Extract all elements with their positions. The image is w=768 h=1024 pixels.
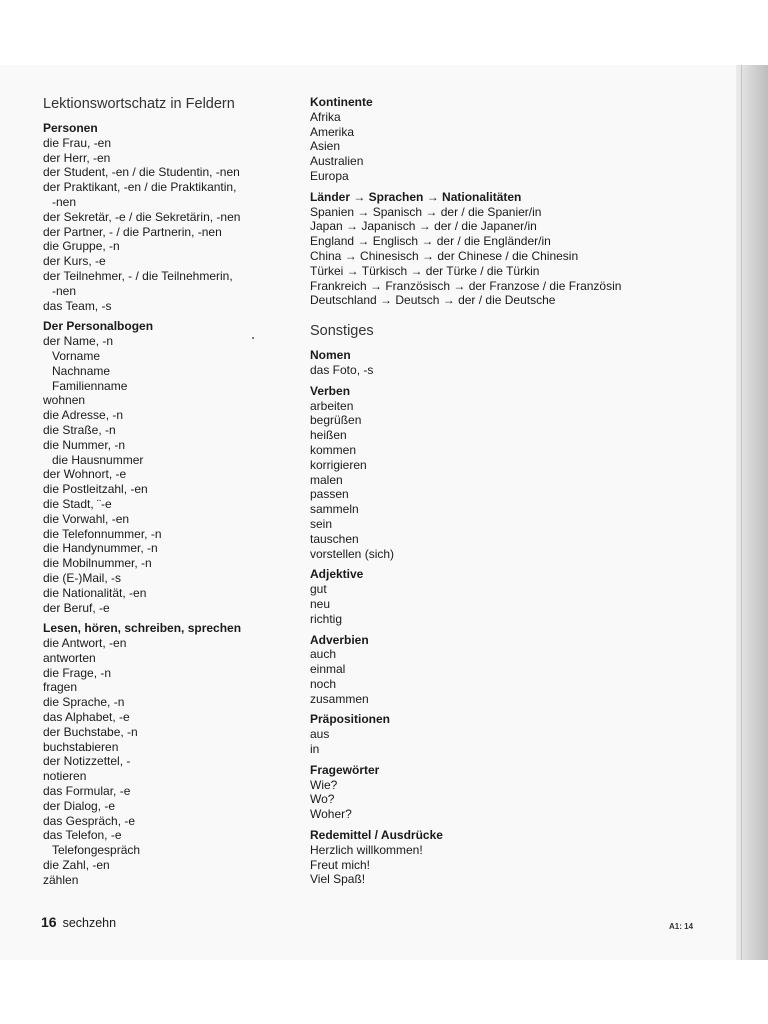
vocab-entry: Vorname: [52, 348, 101, 363]
vocab-group: [43, 121, 293, 313]
group-heading: Verben: [310, 383, 351, 398]
vocab-group: [310, 190, 730, 308]
vocab-entry: Frankreich → Französisch → der Franzose / die Französin: [310, 278, 622, 293]
vocab-entry: der Sekretär, -e / die Sekretärin, -nen: [43, 209, 241, 224]
group-heading: Der Personalbogen: [43, 319, 154, 334]
vocab-entry: die Straße, -n: [43, 422, 116, 437]
vocab-entry: die Sprache, -n: [43, 695, 125, 710]
page-number-word: sechzehn: [62, 916, 117, 930]
vocab-entry: die Postleitzahl, -en: [43, 482, 148, 497]
vocab-entry: das Formular, -e: [43, 784, 131, 799]
vocab-entry: sammeln: [310, 502, 359, 517]
vocab-entry: Viel Spaß!: [310, 872, 366, 887]
vocab-entry: der Wohnort, -e: [43, 467, 127, 482]
vocab-entry: der Teilnehmer, - / die Teilnehmerin,: [43, 268, 233, 283]
vocab-entry: der Name, -n: [43, 334, 114, 349]
vocab-entry: neu: [310, 596, 331, 611]
vocab-entry: passen: [310, 487, 349, 502]
group-heading: Kontinente: [310, 95, 373, 109]
vocab-entry: die (E-)Mail, -s: [43, 570, 122, 585]
vocab-entry: der Buchstabe, -n: [43, 724, 138, 739]
page-footer: [41, 914, 116, 930]
vocab-entry: die Telefonnummer, -n: [43, 526, 162, 541]
vocab-entry: Spanien → Spanisch → der / die Spanier/in: [310, 204, 542, 219]
vocab-entry: kommen: [310, 442, 357, 457]
vocab-group: [43, 621, 293, 887]
vocab-entry: das Telefon, -e: [43, 828, 122, 843]
vocab-entry: in: [310, 742, 320, 757]
vocab-entry: fragen: [43, 680, 78, 695]
vocab-entry: Telefongespräch: [52, 843, 141, 858]
misc-section-title: Sonstiges: [310, 323, 374, 340]
vocab-entry: das Alphabet, -e: [43, 710, 130, 725]
vocab-entry: der Student, -en / die Studentin, -nen: [43, 165, 240, 180]
vocab-entry: Nachname: [52, 363, 111, 378]
group-heading: Adjektive: [310, 567, 364, 582]
vocab-group: [310, 384, 730, 562]
vocab-entry: aus: [310, 727, 330, 742]
vocab-entry: der Beruf, -e: [43, 600, 110, 615]
right-top-sections: [310, 95, 730, 308]
vocab-entry: Woher?: [310, 807, 352, 822]
vocab-entry: die Frage, -n: [43, 665, 112, 680]
vocab-entry: das Team, -s: [43, 298, 112, 313]
vocab-entry: auch: [310, 647, 337, 662]
vocab-entry: die Antwort, -en: [43, 636, 127, 651]
vocab-group: [310, 348, 730, 378]
vocab-entry: die Nummer, -n: [43, 437, 126, 452]
left-column: [43, 95, 293, 888]
vocab-group: [310, 828, 730, 887]
vocab-group: [310, 633, 730, 707]
vocab-entry: sein: [310, 516, 333, 531]
vocab-entry: Familienname: [52, 378, 128, 393]
vocab-entry: die Hausnummer: [52, 452, 144, 467]
vocab-entry: Asien: [310, 139, 341, 154]
vocab-entry: antworten: [43, 650, 96, 665]
page-number: 16: [41, 914, 57, 930]
vocab-entry: der Kurs, -e: [43, 254, 106, 269]
vocab-entry: Türkei → Türkisch → der Türke / die Türkin: [310, 263, 540, 278]
group-heading: Länder → Sprachen → Nationalitäten: [310, 189, 522, 204]
vocab-entry: buchstabieren: [43, 739, 119, 754]
vocab-entry: korrigieren: [310, 457, 367, 472]
vocab-entry: die Frau, -en: [43, 135, 112, 150]
group-heading: Fragewörter: [310, 762, 380, 777]
vocab-entry: England → Englisch → der / die Engländer/in: [310, 234, 551, 249]
group-heading: Lesen, hören, schreiben, sprechen: [43, 621, 242, 636]
vocab-entry: die Nationalität, -en: [43, 585, 147, 600]
group-heading: Personen: [43, 121, 98, 135]
vocab-entry: der Praktikant, -en / die Praktikantin,: [43, 180, 237, 195]
vocab-group: [43, 319, 293, 615]
vocab-entry: der Partner, - / die Partnerin, -nen: [43, 224, 222, 239]
vocab-entry: Amerika: [310, 124, 355, 139]
vocab-entry: der Notizzettel, -: [43, 754, 131, 769]
vocab-group: [310, 712, 730, 756]
vocab-entry: China → Chinesisch → der Chinese / die Chinesin: [310, 248, 579, 263]
vocab-entry: notieren: [43, 769, 87, 784]
vocab-entry: -nen: [52, 283, 77, 298]
vocab-entry: die Zahl, -en: [43, 858, 110, 873]
vocab-entry: noch: [310, 676, 337, 691]
vocab-group: [310, 763, 730, 822]
vocab-entry: die Vorwahl, -en: [43, 511, 130, 526]
vocab-entry: zählen: [43, 872, 79, 887]
vocab-entry: heißen: [310, 428, 347, 443]
vocab-entry: Japan → Japanisch → der / die Japaner/in: [310, 219, 537, 234]
right-sections: [310, 348, 730, 887]
group-heading: Nomen: [310, 348, 351, 363]
vocab-entry: wohnen: [43, 393, 86, 408]
vocab-entry: der Herr, -en: [43, 150, 111, 165]
vocab-entry: vorstellen (sich): [310, 546, 395, 561]
vocab-entry: Freut mich!: [310, 857, 371, 872]
group-heading: Redemittel / Ausdrücke: [310, 828, 443, 843]
vocab-entry: malen: [310, 472, 343, 487]
group-heading: Präpositionen: [310, 712, 391, 727]
vocab-entry: Europa: [310, 168, 349, 183]
vocab-entry: arbeiten: [310, 398, 354, 413]
vocab-entry: die Mobilnummer, -n: [43, 556, 152, 571]
vocab-entry: Wie?: [310, 777, 338, 792]
group-heading: Adverbien: [310, 632, 369, 647]
vocab-entry: Wo?: [310, 792, 335, 807]
vocab-entry: Deutschland → Deutsch → der / die Deutsche: [310, 293, 556, 308]
vocab-entry: richtig: [310, 611, 343, 626]
vocab-entry: Herzlich willkommen!: [310, 842, 423, 857]
vocab-entry: -nen: [52, 194, 77, 209]
track-code: A1: 14: [669, 922, 694, 931]
vocab-entry: begrüßen: [310, 413, 362, 428]
vocab-group: [310, 567, 730, 626]
vocab-entry: tauschen: [310, 531, 359, 546]
vocab-entry: gut: [310, 582, 327, 597]
vocab-entry: die Gruppe, -n: [43, 239, 120, 254]
vocab-entry: das Gespräch, -e: [43, 813, 136, 828]
vocab-group: [310, 95, 730, 184]
vocab-entry: die Stadt, ¨-e: [43, 496, 112, 511]
vocab-entry: die Adresse, -n: [43, 408, 124, 423]
left-sections: [43, 121, 293, 888]
vocab-entry: einmal: [310, 662, 346, 677]
vocab-section-title: Lektionswortschatz in Feldern: [43, 96, 235, 112]
vocab-entry: Australien: [310, 154, 364, 169]
vocab-entry: das Foto, -s: [310, 362, 374, 377]
vocab-entry: die Handynummer, -n: [43, 541, 158, 556]
vocab-entry: Afrika: [310, 109, 341, 124]
vocab-entry: zusammen: [310, 691, 369, 706]
book-gutter-line: [741, 65, 742, 960]
right-column: [310, 95, 730, 887]
vocab-entry: der Dialog, -e: [43, 798, 116, 813]
